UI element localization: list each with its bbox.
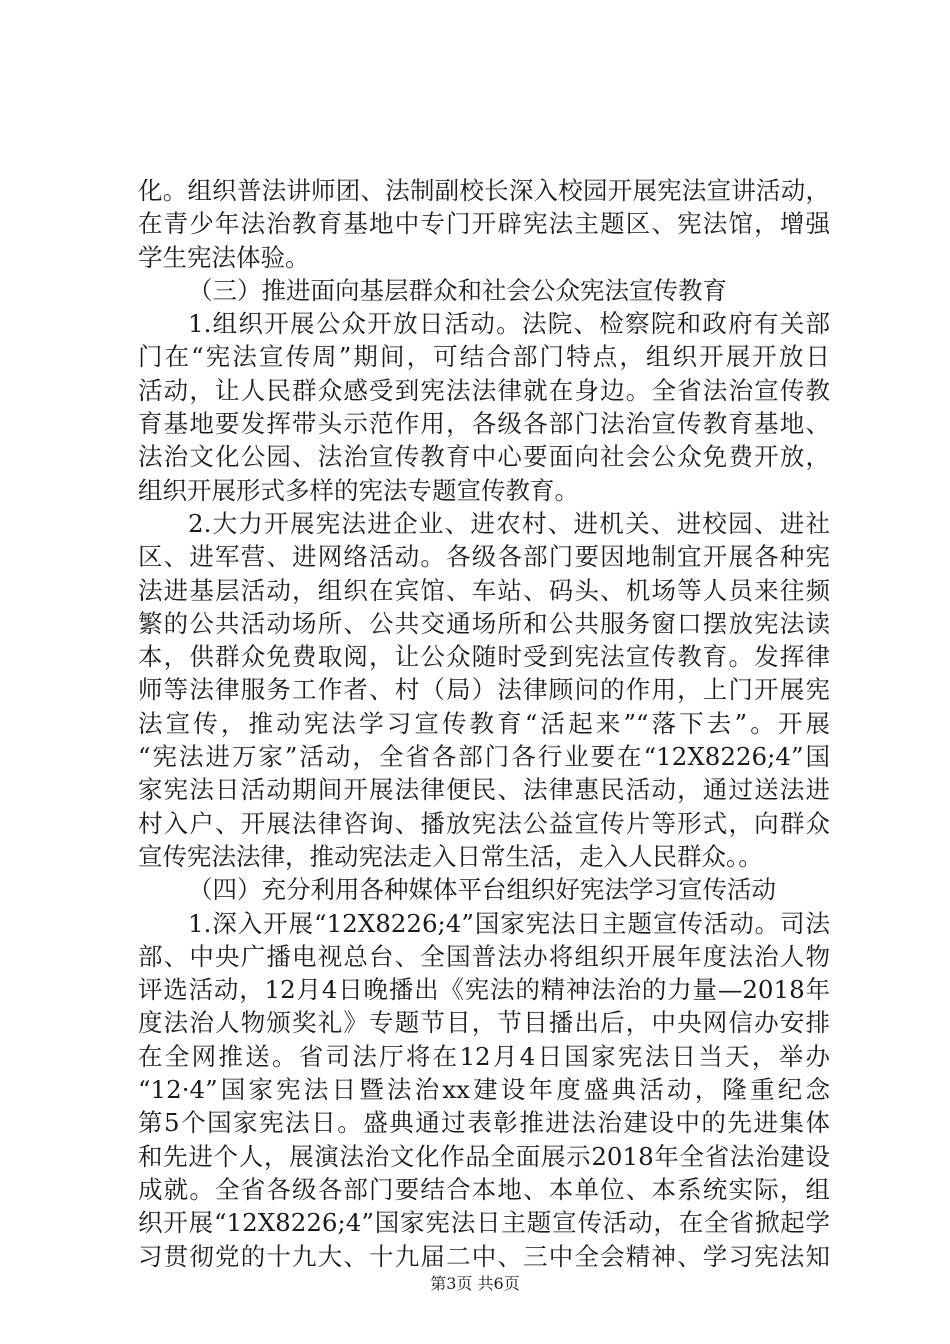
paragraph-first-line: 1.深入开展“12X8226;4”国家宪法日主题宣传活动。司法: [188, 908, 830, 938]
text-line: 区、进军营、进网络活动。各级各部门要因地制宜开展各种宪: [138, 542, 830, 572]
paragraph-first-line: 1.组织开展公众开放日活动。法院、检察院和政府有关部: [188, 309, 830, 339]
text-line: 宣传宪法法律，推动宪法走入日常生活，走入人民群众。。: [138, 841, 763, 871]
text-line: 织开展“12X8226;4”国家宪法日主题宣传活动，在全省掀起学: [138, 1208, 830, 1238]
paragraph-first-line: 2.大力开展宪法进企业、进农村、进机关、进校园、进社: [188, 508, 830, 538]
text-line: 在青少年法治教育基地中专门开辟宪法主题区、宪法馆，增强: [138, 209, 830, 239]
text-line: 法宣传，推动宪法学习宣传教育“活起来”“落下去”。开展: [138, 708, 830, 738]
text-line: 门在“宪法宣传周”期间，可结合部门特点，组织开展开放日: [138, 342, 830, 372]
text-line: “12·4”国家宪法日暨法治xx建设年度盛典活动，隆重纪念: [138, 1075, 830, 1105]
text-line: 和先进个人，展演法治文化作品全面展示2018年全省法治建设: [138, 1141, 830, 1171]
document-body: [138, 174, 830, 1273]
text-line: 育基地要发挥带头示范作用，各级各部门法治宣传教育基地、: [138, 409, 830, 439]
section-heading: （三）推进面向基层群众和社会公众宪法宣传教育: [188, 275, 727, 305]
page-number-footer: 第3页 共6页: [430, 1274, 520, 1293]
text-line: 活动，让人民群众感受到宪法法律就在身边。全省法治宣传教: [138, 375, 830, 405]
text-line: 法进基层活动，组织在宾馆、车站、码头、机场等人员来往频: [138, 575, 830, 605]
text-line: 在全网推送。省司法厅将在12月4日国家宪法日当天，举办: [138, 1041, 830, 1071]
text-line: 评选活动，12月4日晚播出《宪法的精神法治的力量—2018年: [138, 975, 830, 1005]
text-line: 学生宪法体验。: [138, 242, 310, 272]
section-heading: （四）充分利用各种媒体平台组织好宪法学习宣传活动: [188, 875, 776, 905]
text-line: 成就。全省各级各部门要结合本地、本单位、本系统实际，组: [138, 1174, 830, 1204]
text-line: 部、中央广播电视总台、全国普法办将组织开展年度法治人物: [138, 941, 830, 971]
text-line: 繁的公共活动场所、公共交通场所和公共服务窗口摆放宪法读: [138, 608, 830, 638]
text-line: 法治文化公园、法治宣传教育中心要面向社会公众免费开放，: [138, 442, 830, 472]
text-line: 村入户、开展法律咨询、播放宪法公益宣传片等形式，向群众: [138, 808, 830, 838]
text-line: 化。组织普法讲师团、法制副校长深入校园开展宪法宣讲活动，: [138, 176, 830, 205]
text-line: 第5个国家宪法日。盛典通过表彰推进法治建设中的先进集体: [138, 1108, 830, 1138]
text-line: 度法治人物颁奖礼》专题节目，节目播出后，中央网信办安排: [138, 1008, 830, 1038]
text-line: 组织开展形式多样的宪法专题宣传教育。: [138, 475, 579, 505]
text-line: 本，供群众免费取阅，让公众随时受到宪法宣传教育。发挥律: [138, 642, 830, 672]
text-line: “宪法进万家”活动，全省各部门各行业要在“12X8226;4”国: [138, 742, 830, 772]
text-line: 家宪法日活动期间开展法律便民、法律惠民活动，通过送法进: [138, 775, 830, 805]
text-line: 习贯彻党的十九大、十九届二中、三中全会精神、学习宪法知: [138, 1241, 830, 1271]
text-line: 师等法律服务工作者、村（局）法律顾问的作用，上门开展宪: [138, 675, 830, 705]
